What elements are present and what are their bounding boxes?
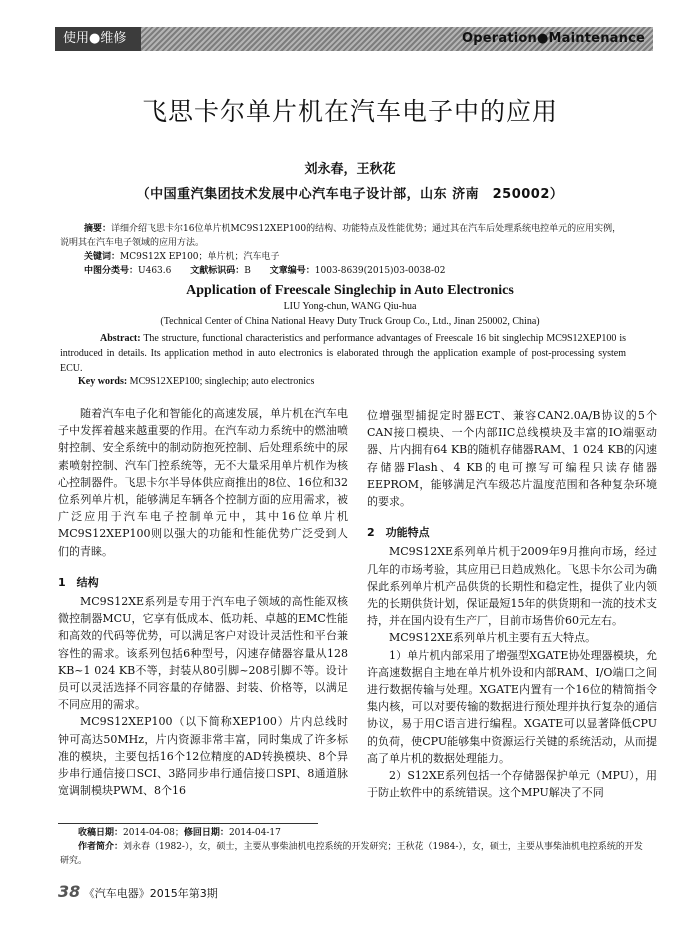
body-column-left xyxy=(58,405,348,799)
body-column-right xyxy=(367,407,657,801)
abstract-label: 摘要： xyxy=(84,224,112,234)
keywords-cn xyxy=(84,250,654,264)
received-label: 收稿日期： xyxy=(78,828,124,838)
header-section-label: 使用●维修 xyxy=(55,27,141,51)
english-keywords xyxy=(78,376,314,387)
paragraph: MC9S12XE系列单片机于2009年9月推向市场，经过几年的市场考验，其应用已日趋成熟化。飞思卡尔公司为确保此系列单片机产品供货的长期性和稳定性，提供了业内领先的长期供货计划，保证最短15年的供货期和一流的技术支持，并在国内设有生产厂，目前市场售价60元左右。 xyxy=(367,545,657,628)
affiliation: （中国重汽集团技术发展中心汽车电子设计部，山东 济南 250002） xyxy=(136,187,564,202)
header-section-label-en: Operation●Maintenance xyxy=(461,31,645,46)
section-heading: 1 结构 xyxy=(58,575,99,589)
english-abstract xyxy=(60,331,626,376)
doc-code-value: B xyxy=(244,266,251,276)
paragraph: MC9S12XE系列是专用于汽车电子领域的高性能双核微控制器MCU，它享有低成本、低功耗、卓越的EMC性能和高效的代码等优势，可以满足客户对设计灵活性和平台兼容性的需求。该系列包括6种型号，闪速存储器容量从128 KB~1 024 KB不等，封装从80引脚~208引脚不等。设计员可以灵活选择不同容量的存储器、封装、价格等，以满足不同应用的需求。 xyxy=(58,595,348,712)
paragraph: 1）单片机内部采用了增强型XGATE协处理器模块，允许高速数据自主地在单片机外设和内部RAM、I/O端口之间进行数据传输与处理。XGATE内置有一个16位的精简指令集内核，可以对要传输的数据进行预处理并执行复杂的通信协议，易于用C语言进行编程。XGATE可以显著降低CPU的负荷，使CPU能够集中资源运行关键的系统活动，从而提高了单片机的数据处理能力。 xyxy=(367,648,657,765)
english-keywords-text: MC9S12XEP100; singlechip; auto electronics xyxy=(129,376,315,387)
keywords-text: MC9S12X EP100；单片机；汽车电子 xyxy=(120,252,280,262)
abstract-text: 详细介绍飞思卡尔16位单片机MC9S12XEP100的结构、功能特点及性能优势；通过其在汽车后处理系统电控单元的应用实例，说明其在汽车电子领域的应用方法。 xyxy=(60,224,622,248)
article-no-label: 文章编号： xyxy=(269,266,315,276)
article-title: 飞思卡尔单片机在汽车电子中的应用 xyxy=(141,97,558,126)
english-keywords-label: Key words: xyxy=(78,376,128,387)
revised-label: 修回日期： xyxy=(183,828,229,838)
header-bar xyxy=(55,27,653,51)
paragraph: 随着汽车电子化和智能化的高速发展，单片机在汽车电子中发挥着越来越重要的作用。在汽车动力系统中的燃油喷射控制、安全系统中的制动防抱死控制、后处理系统中的尿素喷射控制、汽车门控系统等，无不大量采用单片机作为核心控制器件。飞思卡尔半导体供应商推出的8位、16位和32位系列单片机，能够满足车辆各个控制方面的应用需求，被广泛应用于汽车电子控制单元中，其中16位单片机MC9S12XEP100则以强大的功能和性能优势广泛受到人们的青睐。 xyxy=(58,407,348,558)
authors: 刘永春，王秋花 xyxy=(304,162,396,177)
abstract-cn xyxy=(60,222,630,250)
article-no-value: 1003-8639(2015)03-0038-02 xyxy=(314,266,446,276)
paragraph: 位增强型捕捉定时器ECT、兼容CAN2.0A/B协议的5个CAN接口模块、一个内部IIC总线模块及丰富的IO端驱动器、片内拥有64 KB的随机存储器RAM、1 024 KB的闪速存储器Flash、4 KB的电可擦写可编程只读存储器EEPROM，能够满足汽车级芯片温度范围和各种复杂环境的要求。 xyxy=(367,409,657,509)
bio-label: 作者简介： xyxy=(78,842,124,852)
english-abstract-text: The structure, functional characteristics and performance advantages of Freescale 16 bit singlechip MC9S12XEP100 is introduced in details. Its application method in auto electronics is elaborated through the application example of post-processing system ECU. xyxy=(60,333,627,374)
doc-code-label: 文献标识码： xyxy=(190,266,245,276)
journal-name: 《汽车电器》2015年第3期 xyxy=(83,887,218,900)
english-affiliation: (Technical Center of China National Heavy Duty Truck Group Co., Ltd., Jinan 250002, China) xyxy=(160,316,540,327)
bio-text: 刘永春（1982-），女，硕士，主要从事柴油机电控系统的开发研究；王秋花（1984-），女，硕士，主要从事柴油机电控系统的开发研究。 xyxy=(60,842,643,866)
footnote-divider xyxy=(58,823,318,824)
paragraph: MC9S12XEP100（以下简称XEP100）片内总线时钟可高达50MHz，片内资源非常丰富，同时集成了许多标准的模块，主要包括16个12位精度的AD转换模块、8个异步串行通信接口SCI、3路同步串行通信接口SPI、8通道脉宽调制模块PWM、8个16 xyxy=(58,715,348,798)
author-bio xyxy=(60,840,648,868)
received-dates: 收稿日期：2014-04-08；修回日期：2014-04-17 xyxy=(78,828,281,838)
english-authors: LIU Yong-chun, WANG Qiu-hua xyxy=(283,301,417,312)
section-heading: 2 功能特点 xyxy=(367,526,430,540)
revised-date: 2014-04-17 xyxy=(228,828,281,838)
class-value: U463.6 xyxy=(138,266,172,276)
english-abstract-label: Abstract: xyxy=(100,333,141,344)
paragraph: 2）S12XE系列包括一个存储器保护单元（MPU），用于防止软件中的系统错误。这个MPU解决了不同 xyxy=(367,769,657,800)
english-title: Application of Freescale Singlechip in Auto Electronics xyxy=(186,283,514,298)
page-footer xyxy=(58,882,218,901)
page-number: 38 xyxy=(58,882,81,901)
paragraph: MC9S12XE系列单片机主要有五大特点。 xyxy=(389,631,597,645)
class-label: 中图分类号： xyxy=(84,266,139,276)
classification-line xyxy=(84,264,654,278)
received-date: 2014-04-08 xyxy=(123,828,175,838)
keywords-label: 关键词： xyxy=(84,252,121,262)
